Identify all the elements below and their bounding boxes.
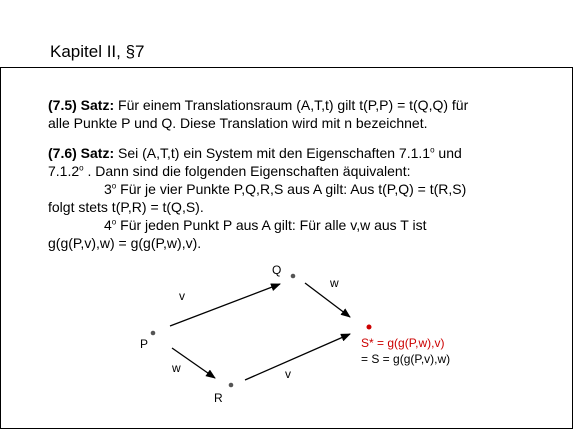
point-q-marker [291,274,296,279]
arrow-v-p-to-q [170,284,280,326]
satz-7-5-text-1: Für einem Translationsraum (A,T,t) gilt t(P,P) = t(Q,Q) für [114,97,469,113]
label-w-top: w [330,276,339,290]
satz-7-5-line-2: alle Punkte P und Q. Diese Translation wird mit n bezeichnet. [48,115,428,131]
satz-7-5-label: (7.5) Satz: [48,97,115,113]
superscript-o: o [430,145,435,155]
point-p-label: P [140,337,149,351]
label-v-bottom: v [285,367,291,381]
superscript-o: o [111,217,117,227]
arrow-v-r-to-s [245,334,350,380]
label-v-top: v [179,289,185,303]
point-p-marker [151,331,156,336]
satz-7-6-label: (7.6) Satz: [48,145,115,161]
satz-7-6-text-1a: Sei (A,T,t) ein System mit den Eigenschaften 7.1.1 [114,145,431,161]
item-3-line-2: folgt stets t(P,R) = t(Q,S). [48,199,204,215]
satz-7-6-text-2b: . Dann sind die folgenden Eigenschaften äquivalent: [83,163,411,179]
superscript-o: o [79,163,84,173]
point-r-label: R [214,391,223,405]
item-3-number: 3 [104,181,112,197]
point-s-marker [367,325,372,330]
point-s-star-label: S* = g(g(P,w),v) [361,336,445,350]
arrow-w-q-to-s [305,283,350,317]
superscript-o: o [111,181,117,191]
label-w-bottom: w [172,361,181,375]
item-4-number: 4 [104,217,112,233]
satz-7-6-text-2a: 7.1.2 [48,163,80,179]
satz-7-6-text-1b: und [434,145,462,161]
point-r-marker [229,383,234,388]
point-s-label: = S = g(g(P,v),w) [361,352,451,366]
point-q-label: Q [272,263,282,277]
item-4-line-2: g(g(P,v),w) = g(g(P,w),v). [48,235,202,251]
item-3-text: Für je vier Punkte P,Q,R,S aus A gilt: Aus t(P,Q) = t(R,S) [116,181,467,197]
item-4-text: Für jeden Punkt P aus A gilt: Für alle v,w aus T ist [116,217,427,233]
slide-title: Kapitel II, §7 [50,42,145,61]
